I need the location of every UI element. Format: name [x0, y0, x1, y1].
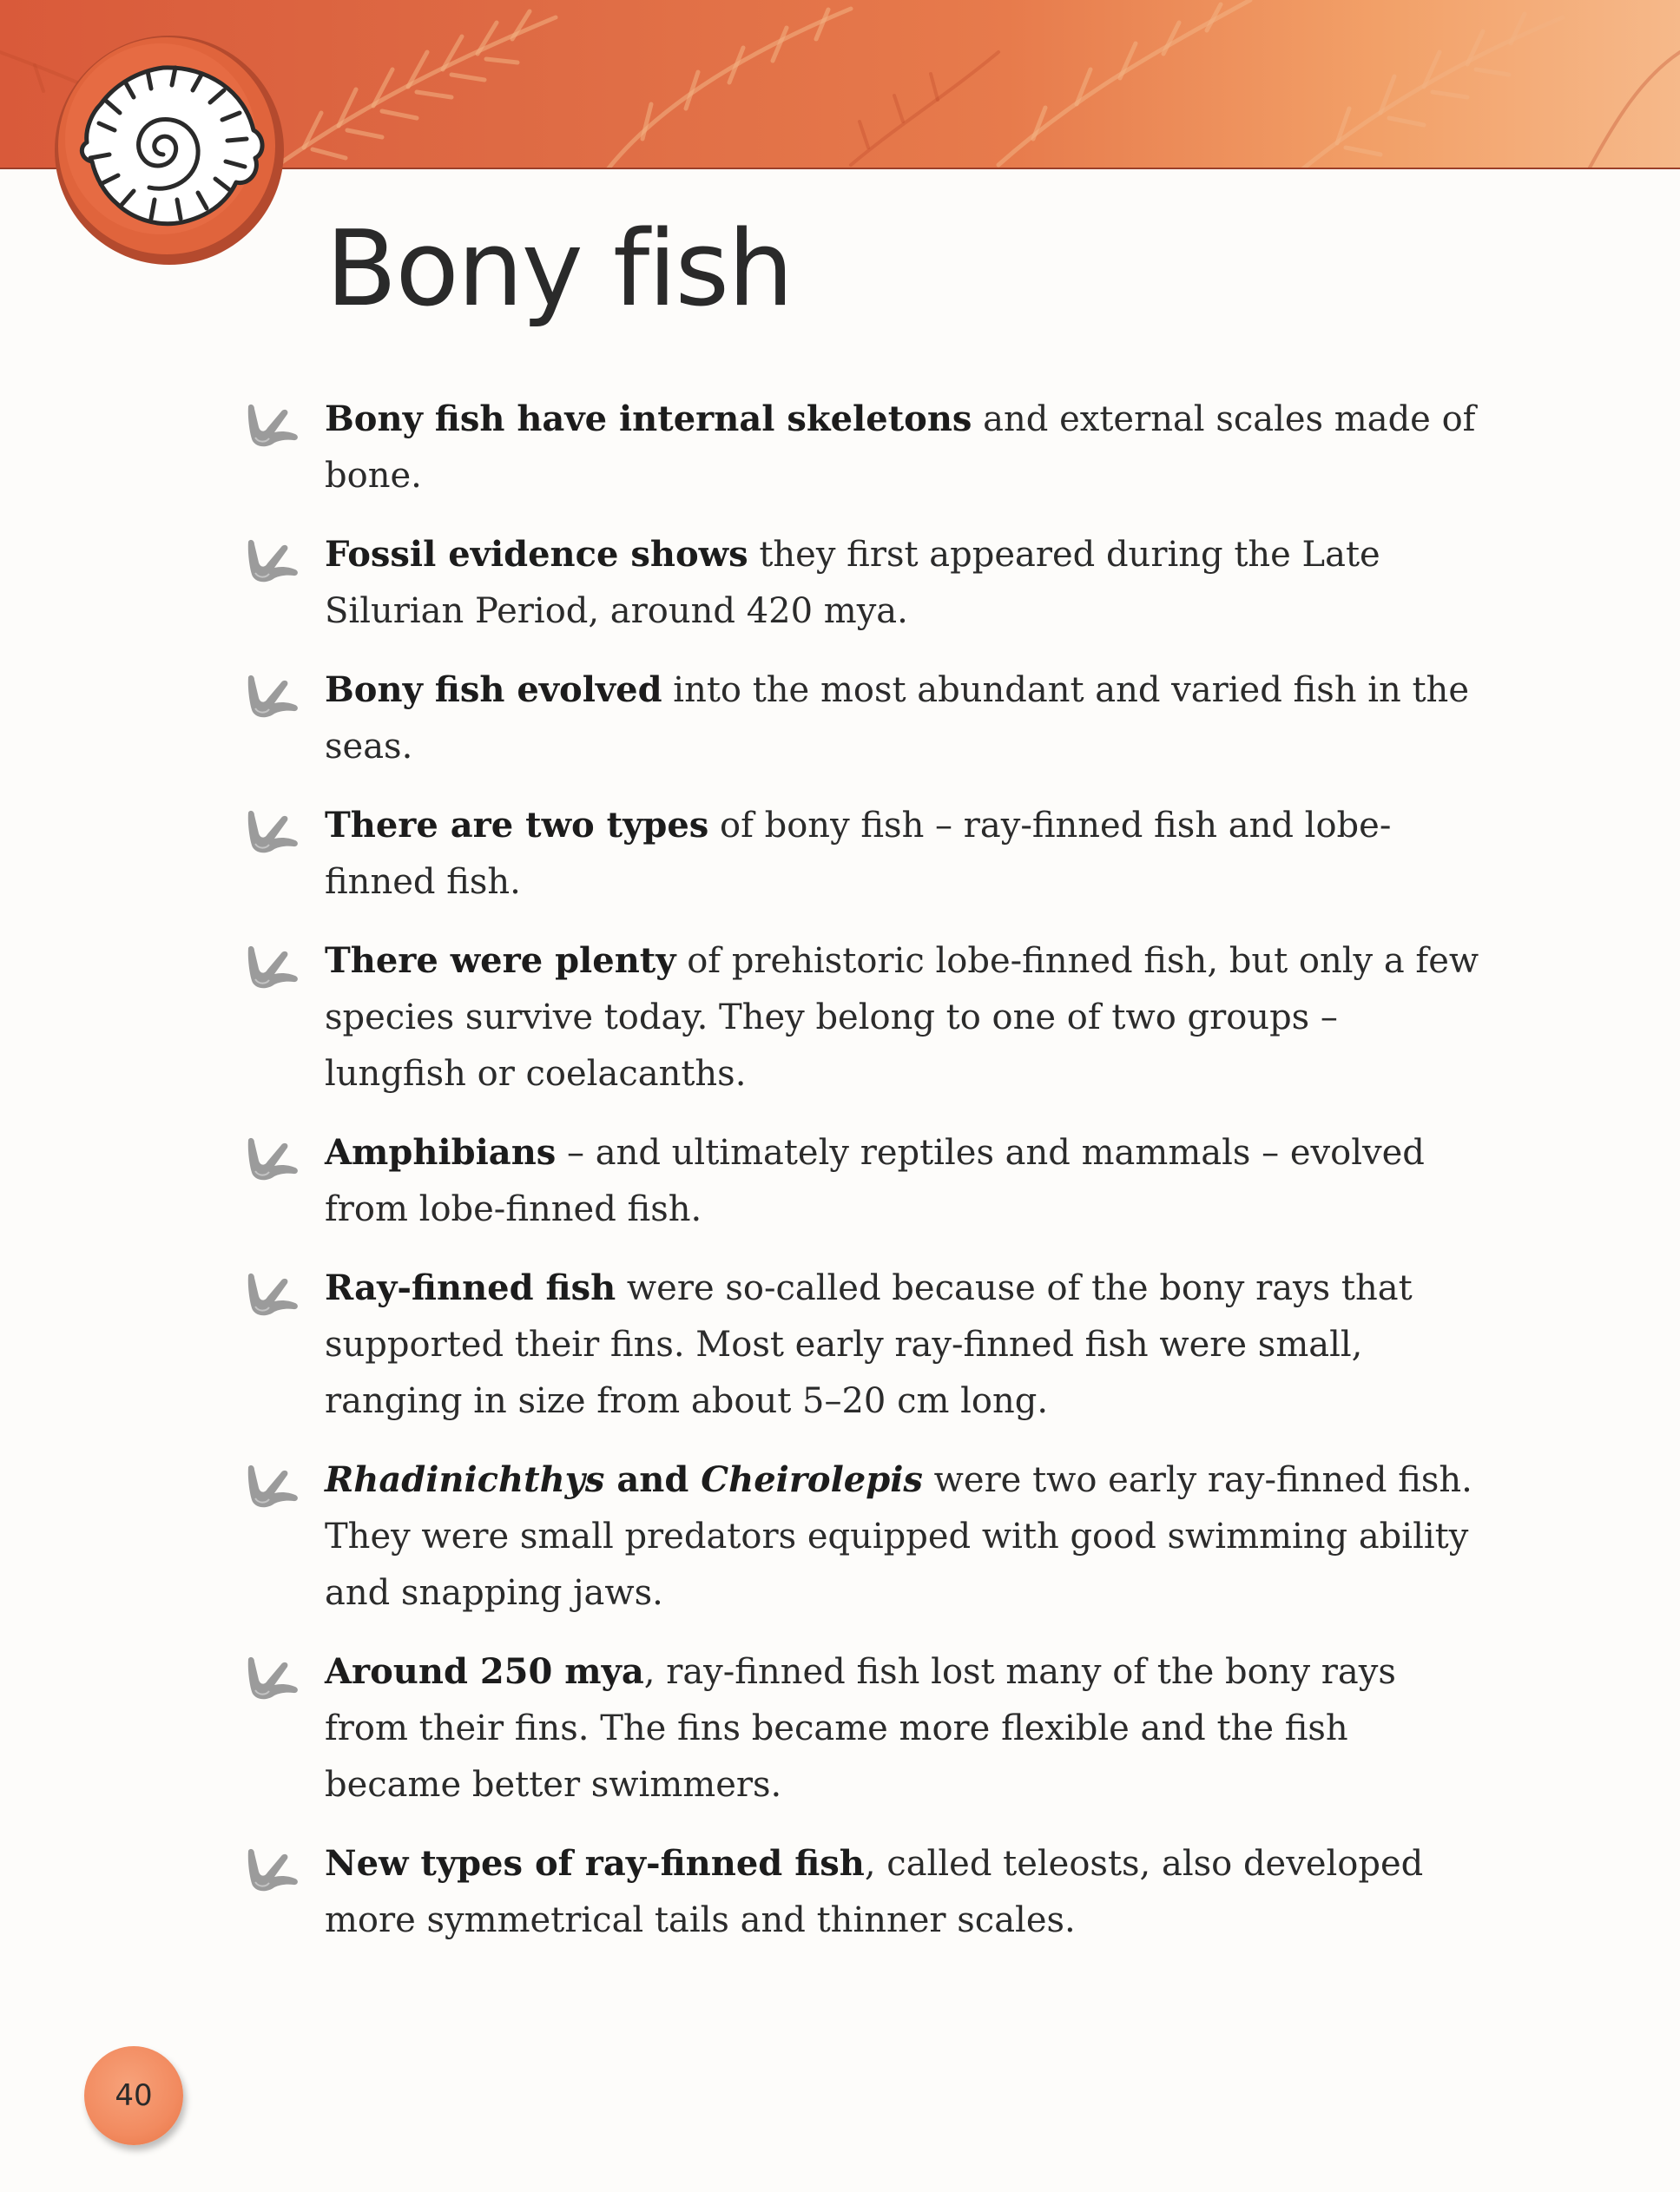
list-item [234, 1643, 1485, 1814]
facts-list [234, 391, 1485, 1971]
list-item [234, 526, 1485, 640]
fact-lead: Around 250 mya [325, 1651, 644, 1692]
fact-text: and external scales made of bone. [325, 399, 1476, 496]
dinosaur-footprint-icon [243, 807, 300, 856]
dinosaur-footprint-icon [243, 401, 300, 450]
dinosaur-footprint-icon [243, 1135, 300, 1183]
fact-lead: Fossil evidence shows [325, 534, 748, 575]
fact-text: , called teleosts, also developed more symmetrical tails and thinner scales. [325, 1844, 1424, 1940]
page-number: 40 [84, 2046, 183, 2145]
dinosaur-footprint-icon [243, 1462, 300, 1511]
fact-lead: Amphibians [325, 1132, 557, 1173]
fact-lead: Bony fish evolved [325, 669, 662, 710]
list-item [234, 1124, 1485, 1238]
list-item [234, 1451, 1485, 1622]
fact-text: were two early ray-finned fish. They were small predators equipped with good swimming ability and snapping jaws. [325, 1460, 1472, 1613]
genus-name: Rhadinichthys [325, 1459, 605, 1500]
fact-text: , ray-finned fish lost many of the bony rays from their fins. The fins became more flexible and the fish became better swimmers. [325, 1652, 1396, 1805]
dinosaur-footprint-icon [243, 1846, 300, 1894]
fact-lead: Ray-finned fish [325, 1267, 616, 1308]
list-item [234, 391, 1485, 504]
dinosaur-footprint-icon [243, 672, 300, 721]
list-item [234, 1835, 1485, 1949]
fact-lead-joiner: and [604, 1459, 702, 1500]
ammonite-shell-icon [52, 33, 287, 267]
fact-text: of prehistoric lobe-finned fish, but only a few species survive today. They belong to one of two groups – lungfish or coelacanths. [325, 941, 1479, 1094]
list-item [234, 662, 1485, 775]
list-item [234, 1260, 1485, 1430]
dinosaur-footprint-icon [243, 1270, 300, 1319]
fact-text: were so-called because of the bony rays that supported their fins. Most early ray-finned fish were small, ranging in size from about 5–20 cm long. [325, 1268, 1413, 1421]
list-item [234, 932, 1485, 1103]
fact-lead: There were plenty [325, 940, 676, 981]
genus-name: Cheirolepis [701, 1459, 923, 1500]
dinosaur-footprint-icon [243, 536, 300, 585]
fact-lead: Bony fish have internal skeletons [325, 398, 972, 439]
list-item [234, 797, 1485, 911]
page-title: Bony fish [326, 209, 793, 330]
dinosaur-footprint-icon [243, 943, 300, 991]
fact-text: they first appeared during the Late Silurian Period, around 420 mya. [325, 535, 1380, 631]
fact-text: – and ultimately reptiles and mammals – evolved from lobe-finned fish. [325, 1133, 1425, 1229]
fact-lead: New types of ray-finned fish [325, 1843, 865, 1884]
fact-text: of bony fish – ray-finned fish and lobe-finned fish. [325, 806, 1392, 902]
fact-lead: There are two types [325, 805, 709, 846]
fact-lead [325, 1459, 923, 1500]
fact-text: into the most abundant and varied fish in the seas. [325, 670, 1469, 767]
dinosaur-footprint-icon [243, 1654, 300, 1702]
